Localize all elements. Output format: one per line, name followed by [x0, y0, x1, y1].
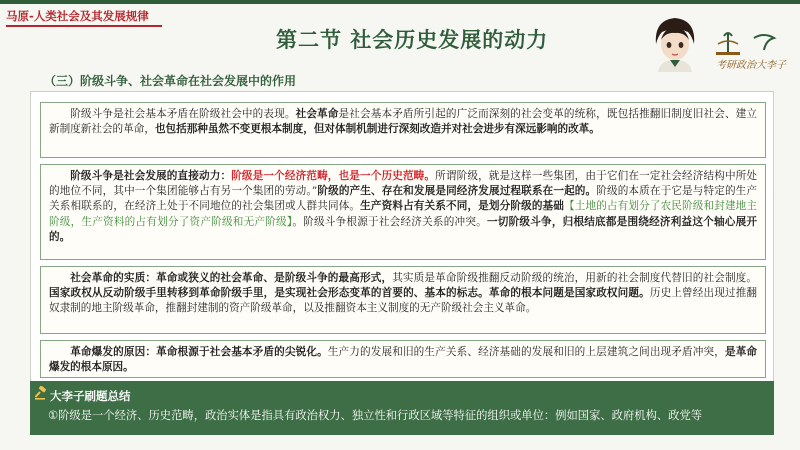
social-revolution-term: 社会革命	[295, 108, 339, 120]
revolution-cause-label: 革命爆发的原因：	[70, 346, 157, 358]
revolution-essence-text: 其实质是革命阶级推翻反动阶级的统治，用新的社会制度代替旧的社会制度。	[392, 272, 758, 284]
summary-text: ①阶级是一个经济、历史范畴，政治实体是指具有政治权力、独立性和行政区域等特征的组织或单位：例如国家、政府机构、政党等	[48, 409, 703, 422]
avatar-illustration	[650, 14, 700, 72]
revolution-root-cause-bold: 是革命爆发的根本原因。	[49, 346, 758, 374]
class-category-highlight: 阶级是一个经济范畴，也是一个历史范畴。	[231, 170, 436, 182]
gavel-icon	[34, 386, 48, 400]
revolution-history: 历史上曾经出现过推翻奴隶制的地主阶级革命，推翻封建制的资产阶级革命，以及推翻资本主义制度的无产阶级社会主义革命。	[49, 287, 758, 315]
top-accent-bar	[0, 0, 800, 4]
breadcrumb: 马原-人类社会及其发展规律	[6, 9, 149, 23]
page-title: 第二节 社会历史发展的动力	[276, 28, 549, 52]
summary-title: 大李子刷题总结	[50, 389, 131, 403]
content-box-direct-driving-force	[40, 164, 766, 260]
content-box-class-struggle-intro	[40, 102, 766, 158]
section-heading: （三）阶级斗争、社会革命在社会发展中的作用	[44, 74, 297, 88]
content-box-revolution-essence	[40, 266, 766, 334]
class-origin-bold: 阶级的产生、存在和发展是同经济发展过程联系在一起的。	[317, 185, 597, 198]
class-definition: 所谓阶级，就是这样一些集团，由于它们在一定社会经济结构中所处的地位不同，其中一个集团能够占有另一个集团的劳动。”	[49, 170, 758, 198]
logo-text: 考研政治大李子	[716, 60, 786, 71]
revolution-essence-label: 社会革命的实质：	[70, 272, 157, 284]
intro-text: 阶级斗争是社会基本矛盾在阶级社会中的表现。	[70, 108, 296, 120]
class-basis-example: 【土地的占有划分了农民阶级和封建地主阶级，生产资料的占有划分了资产阶级和无产阶级】	[49, 200, 758, 228]
intro-text-bold: 也包括那种虽然不变更根本制度，但对体制机制进行深刻改造并对社会进步有深远影响的改革。	[154, 123, 600, 136]
intro-text-2: 是社会基本矛盾所引起的广泛而深刻的社会变革的统称，既包括推翻旧制度旧社会、建立新制度新社会的革命，	[49, 108, 757, 136]
revolution-mark-bold: 国家政权从反动阶级手里转移到革命阶级手里，是实现社会形态变革的首要的、基本的标志。	[49, 287, 489, 300]
revolution-fundamental-question: 革命的根本问题是国家政权问题。	[488, 287, 650, 300]
revolution-highest-form: 革命或狭义的社会革命、是阶级斗争的最高形式，	[156, 272, 393, 284]
economic-interest-bold: 一切阶级斗争，归根结底都是围绕经济利益这个轴心展开的。	[49, 215, 758, 243]
revolution-cause-bold: 革命根源于社会基本矛盾的尖锐化。	[156, 346, 328, 358]
class-struggle-root: 。阶级斗争根源于社会经济关系的冲突。	[292, 215, 487, 228]
revolution-cause-text: 生产力的发展和旧的生产关系、经济基础的发展和旧的上层建筑之间出现矛盾冲突，	[327, 346, 725, 358]
direct-force-label: 阶级斗争是社会发展的直接动力：	[70, 170, 232, 182]
class-basis-bold: 生产资料占有关系不同，是划分阶级的基础	[360, 200, 565, 213]
class-essence: 阶级的本质在于它是与特定的生产关系相联系的，在经济上处于不同地位的社会集团或人群共同体。	[49, 185, 757, 213]
content-box-revolution-cause	[40, 340, 766, 378]
breadcrumb-underline	[6, 25, 162, 27]
